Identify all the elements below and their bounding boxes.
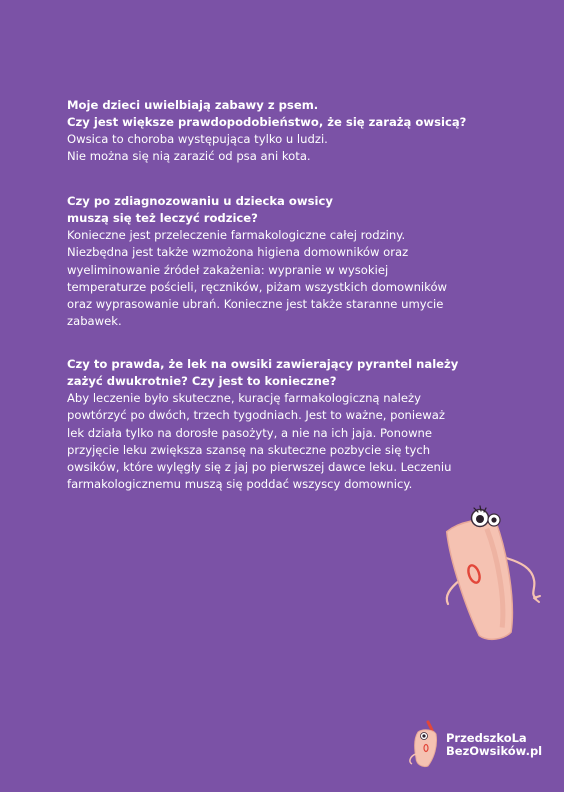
question-1: Moje dzieci uwielbiają zabawy z psem. Czy jest większe prawdopodobieństwo, że się zarażą owsicą? <box>67 98 467 129</box>
logo-text: PrzedszkoLa BezOwsików.pl <box>446 731 543 758</box>
faq-section-2 <box>67 193 507 331</box>
faq-section-1 <box>67 97 507 166</box>
question-3: Czy to prawda, że lek na owsiki zawierający pyrantel należy zażyć dwukrotnie? Czy jest to konieczne? <box>67 357 459 388</box>
faq-section-3 <box>67 356 507 494</box>
question-2: Czy po zdiagnozowaniu u dziecka owsicy muszą się też leczyć rodzice? <box>67 194 333 225</box>
answer-2: Konieczne jest przeleczenie farmakologiczne całej rodziny. Niezbędna jest także wzmożona higiena domowników oraz wyeliminowanie źródeł zakażenia: wypranie w wysokiej temperaturze pościeli, ręczników, piżam wszystkich domowników oraz wyprasowanie ubrań. Konieczne jest także staranne umycie zabawek. <box>67 228 448 329</box>
answer-1: Owsica to choroba występująca tylko u ludzi. Nie można się nią zarazić od psa ani kota. <box>67 132 328 164</box>
worm-logo-icon <box>404 718 444 770</box>
worm-mascot-icon <box>436 496 560 656</box>
brand-logo <box>404 718 554 770</box>
answer-3: Aby leczenie było skuteczne, kurację farmakologiczną należy powtórzyć po dwóch, trzech tygodniach. Jest to ważne, ponieważ lek działa tylko na dorosłe pasożyty, a nie na ich jaja. Ponowne przyjęcie leku zwiększa szansę na skuteczne pozbycie się tych owsików, które wylęgły się z jaj po pierwszej dawce leku. Leczeniu farmakologicznemu muszą się poddać wszyscy domownicy. <box>67 391 452 492</box>
